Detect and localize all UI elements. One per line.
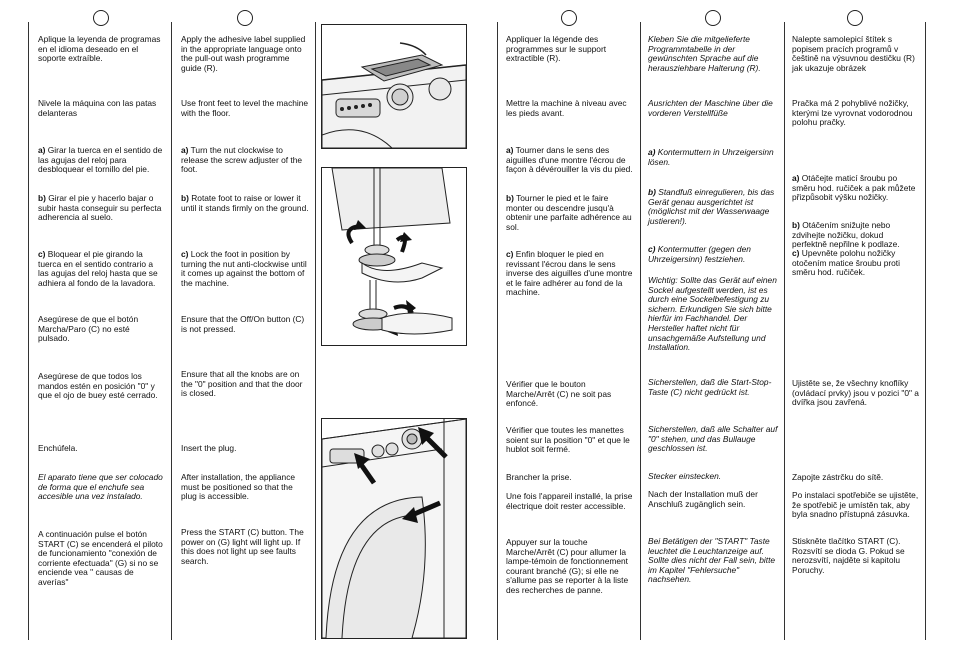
step-c-text: c) Enfin bloquer le pied en revissant l'écrou dans le sens inverse des aiguilles d'une montre et le faire adhérer au fond de la machine. <box>506 249 633 298</box>
step-level-text: Use front feet to level the machine with the floor. <box>181 98 309 118</box>
step-plug-text: Insert the plug. <box>181 443 237 453</box>
step-a-text: a) Turn the nut clockwise to release the screw adjuster of the foot. <box>181 145 303 175</box>
step-c-text: c) Upevněte polohu nožičky otočením matice šroubu proti směru hod. ručiček. <box>792 248 900 278</box>
step-a-text: a) Kontermuttern in Uhrzeigersinn lösen. <box>648 147 774 167</box>
step-level-text: Nivele la máquina con las patas delanteras <box>38 98 157 118</box>
step-start-text: Press the START (C) button. The power on (G) light will light up. If this does not light up see faults search. <box>181 527 304 566</box>
flag-circle-icon <box>847 10 863 26</box>
step-label-text: Appliquer la légende des programmes sur le support extractible (R). <box>506 34 607 64</box>
flag-circle-icon <box>237 10 253 26</box>
step-c-text: c) Kontermutter (gegen den Uhrzeigersinn) festziehen. <box>648 244 751 264</box>
step-plug-text: Brancher la prise. <box>506 472 572 482</box>
step-start-text: Appuyer sur la touche Marche/Arrêt (C) pour allumer la lampe-témoin de fonctionnement courant branché (G); si elle ne s'allume pas se reporter à la liste des recherches de panne. <box>506 537 629 595</box>
step-level-text: Ausrichten der Maschine über die vorderen Verstellfüße <box>648 98 773 118</box>
step-start-text: Stiskněte tlačítko START (C). Rozsvítí se dioda G. Pokud se nerozsvítí, najděte si kapitolu Poruchy. <box>792 536 905 575</box>
step-b-text: b) Standfuß einregulieren, bis das Gerät genau ausgerichtet ist (möglichst mit der Wasserwaage justieren!). <box>648 187 775 226</box>
step-label-text: Apply the adhesive label supplied in the appropriate language onto the pull-out wash programme guide (R). <box>181 34 306 73</box>
step-plug-note-text: El aparato tiene que ser colocado de forma que el enchufe sea accesible una vez instalado. <box>38 472 163 502</box>
step-label-text: Aplique la leyenda de programas en el idioma deseado en el soporte extraíble. <box>38 34 161 64</box>
step-plug-note-text: Nach der Installation muß der Anschluß zugänglich sein. <box>648 489 758 509</box>
step-button-text: Vérifier que le bouton Marche/Arrêt (C) ne soit pas enfoncé. <box>506 379 612 409</box>
column-divider <box>640 22 641 640</box>
column-divider <box>925 22 926 640</box>
figure-control-panel <box>321 418 467 639</box>
step-button-text: Asegúrese de que el botón Marcha/Paro (C) no esté pulsado. <box>38 314 139 344</box>
step-plug-note-text: After installation, the appliance must be positioned so that the plug is accessible. <box>181 472 296 502</box>
flag-circle-icon <box>561 10 577 26</box>
step-a-text: a) Tourner dans le sens des aiguilles d'une montre l'écrou de façon à dévérouiller la vis du pied. <box>506 145 633 175</box>
step-plug-note-text: Une fois l'appareil installé, la prise électrique doit rester accessible. <box>506 491 633 511</box>
step-knobs-text: Ensure that all the knobs are on the "0" position and that the door is closed. <box>181 369 303 399</box>
step-plug-text: Stecker einstecken. <box>648 471 722 481</box>
step-a-text: a) Otáčejte maticí šroubu po směru hod. ručiček a pak můžete přizpůsobit výšku nožičky. <box>792 173 916 203</box>
step-b-text: b) Rotate foot to raise or lower it until it stands firmly on the ground. <box>181 193 309 213</box>
step-level-text: Pračka má 2 pohyblivé nožičky, kterými lze vyrovnat vodorodnou polohu pračky. <box>792 98 913 128</box>
step-button-text: Sicherstellen, daß die Start-Stop-Taste (C) nicht gedrückt ist. <box>648 377 772 397</box>
flag-circle-icon <box>93 10 109 26</box>
column-divider <box>28 22 29 640</box>
step-plug-text: Zapojte zástrčku do sítě. <box>792 472 884 482</box>
step-plug-text: Enchúfela. <box>38 443 78 453</box>
step-label-text: Kleben Sie die mitgelieferte Programmtabelle in der gewünschten Sprache auf die herausziehbare Halterung (R). <box>648 34 761 73</box>
figure-programme-drawer <box>321 24 467 149</box>
step-knobs-text: Sicherstellen, daß alle Schalter auf "0" stehen, und das Bullauge geschlossen ist. <box>648 424 778 454</box>
step-c-text: c) Lock the foot in position by turning the nut anti-clockwise until it comes up against the bottom of the machine. <box>181 249 307 288</box>
step-level-text: Mettre la machine à niveau avec les pieds avant. <box>506 98 627 118</box>
column-divider <box>315 22 316 640</box>
step-label-text: Nalepte samolepicí štítek s popisem pracích programů v češtině na výsuvnou destičku (R) jak ukazuje obrázek <box>792 34 915 73</box>
flag-circle-icon <box>705 10 721 26</box>
step-b-text: b) Tourner le pied et le faire monter ou descendre jusqu'à obtenir une parfaite adhérence au sol. <box>506 193 632 232</box>
step-a-text: a) Girar la tuerca en el sentido de las agujas del reloj para desbloquear el tornillo del pie. <box>38 145 163 175</box>
step-knobs-text: Ujistěte se, že všechny knoflíky (ovládací prvky) jsou v pozici "0" a dvířka jsou zavřená. <box>792 378 919 408</box>
control-panel-illustration <box>322 419 466 638</box>
step-b-text: b) Girar el pie y hacerlo bajar o subir hasta conseguir su perfecta adherencia al suelo. <box>38 193 162 223</box>
step-plug-note-text: Po instalaci spotřebiče se ujistěte, že spotřebič je umístěn tak, aby byla snadno přístupná zásuvka. <box>792 490 919 520</box>
washing-machine-drawer-illustration <box>322 25 466 148</box>
column-divider <box>784 22 785 640</box>
figure-adjusting-feet <box>321 167 467 346</box>
step-knobs-text: Vérifier que toutes les manettes soient sur la position "0" et que le hublot soit fermé. <box>506 425 630 455</box>
feet-adjustment-illustration <box>322 168 466 345</box>
step-c-text: c) Bloquear el pie girando la tuerca en el sentido contrario a las agujas del reloj hasta que se adhiera al fondo de la lavadora. <box>38 249 158 288</box>
step-warning-text: Wichtig: Sollte das Gerät auf einen Sockel aufgestellt werden, ist es durch eine Sockelbefestigung zu sichern. Erkundigen Sie sich bitte hierfür im Fachhandel. Der Hersteller haftet nicht für unsachgemäße Aufstellung und Installation. <box>648 275 777 353</box>
column-divider <box>497 22 498 640</box>
step-start-text: Bei Betätigen der "START" Taste leuchtet die Leuchtanzeige auf. Sollte dies nicht der Fall sein, bitte im Kapitel "Fehlersuche" nachsehen. <box>648 536 776 585</box>
step-start-text: A continuación pulse el botón START (C) se encenderá el piloto de funcionamiento "conexión de corriente efectuada" (G) si no se enciende vea " causas de averías" <box>38 529 163 587</box>
step-button-text: Ensure that the Off/On button (C) is not pressed. <box>181 314 305 334</box>
step-b-text: b) Otáčením snižujte nebo zdvihejte nožičku, dokud perfektně nepřilne k podlaze. <box>792 220 900 250</box>
step-knobs-text: Asegúrese de que todos los mandos estén en posición "0" y que el ojo de buey esté cerrado. <box>38 371 158 401</box>
column-divider <box>171 22 172 640</box>
